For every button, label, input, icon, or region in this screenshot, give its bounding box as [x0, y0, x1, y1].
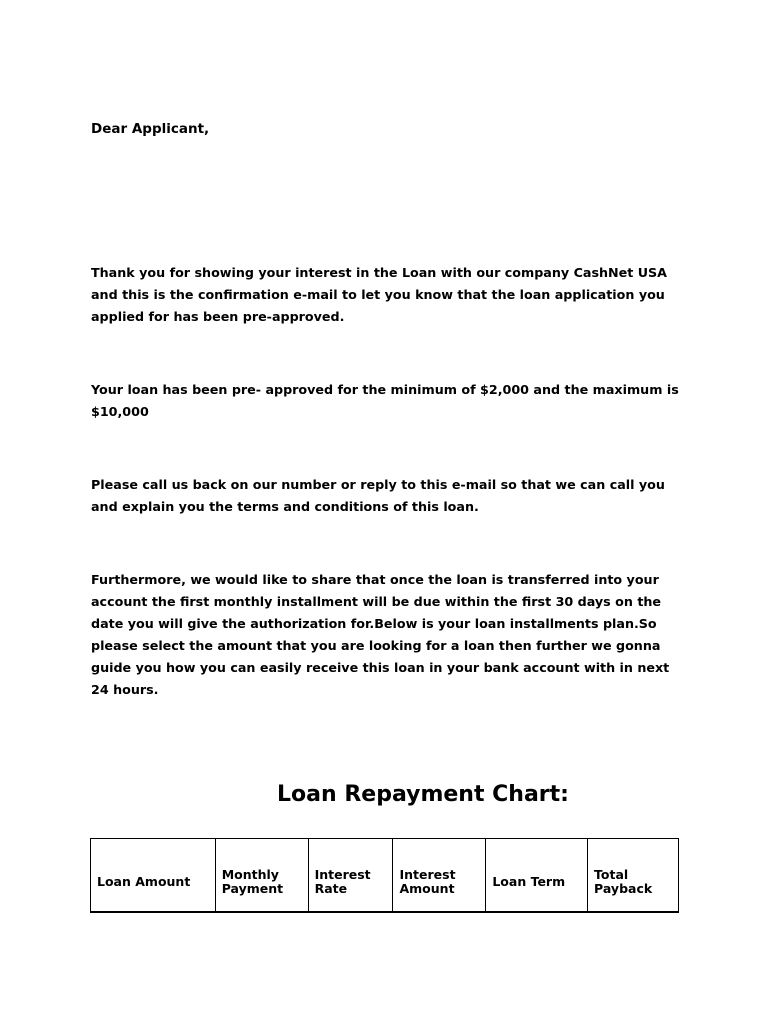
column-header-monthly-payment: Monthly Payment: [215, 839, 308, 913]
loan-repayment-table: [90, 838, 679, 913]
paragraph-confirmation: Thank you for showing your interest in the Loan with our company CashNet USA and this is the confirmation e-mail to let you know that the loan application you applied for has been pre-approved.: [91, 265, 668, 324]
column-header-loan-amount: Loan Amount: [91, 839, 216, 913]
paragraph-loan-range: Your loan has been pre- approved for the minimum of $2,000 and the maximum is $10,000: [91, 382, 679, 419]
table-header-row: [91, 839, 679, 913]
chart-title: Loan Repayment Chart:: [277, 782, 569, 807]
greeting: Dear Applicant,: [91, 121, 210, 137]
column-header-interest-rate: Interest Rate: [308, 839, 393, 913]
column-header-interest-amount: Interest Amount: [393, 839, 486, 913]
paragraph-installments: Furthermore, we would like to share that once the loan is transferred into your account the first monthly installment will be due within the first 30 days on the date you will give the authorization for.Below is your loan installments plan.So please select the amount that you are looking for a loan then further we gonna guide you how you can easily receive this loan in your bank account with in next 24 hours.: [91, 572, 670, 697]
column-header-total-payback: Total Payback: [588, 839, 679, 913]
paragraph-call-back: Please call us back on our number or reply to this e-mail so that we can call you and explain you the terms and conditions of this loan.: [91, 477, 665, 514]
column-header-loan-term: Loan Term: [486, 839, 588, 913]
